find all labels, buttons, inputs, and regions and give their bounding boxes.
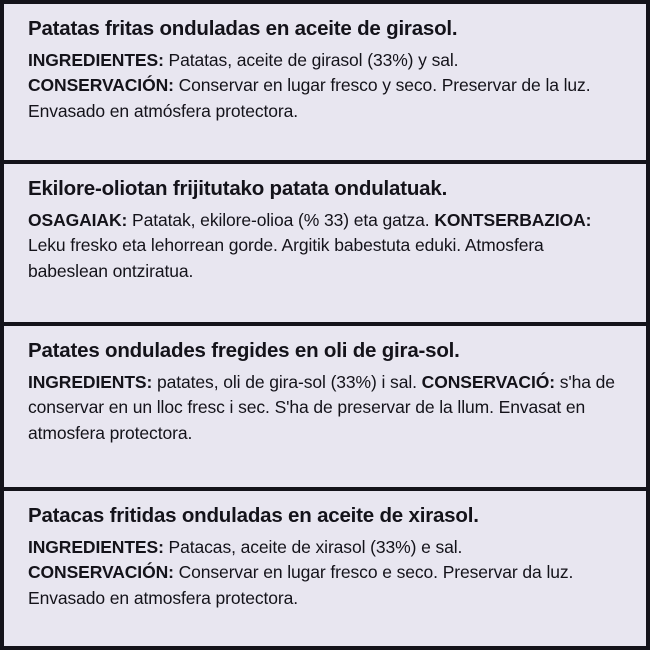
ingredients-heading: INGREDIENTES: <box>28 49 164 70</box>
ingredients-heading: OSAGAIAK: <box>28 209 128 230</box>
conservation-text: Conservar en lugar fresco e seco. Preservar da luz. Envasado en atmosfera protectora. <box>28 562 574 609</box>
conservation-heading: CONSERVACIÓN: <box>28 75 174 96</box>
conservation-text: Leku fresko eta lehorrean gorde. Argitik babestuta eduki. Atmosfera babeslean ontziratua. <box>28 235 544 282</box>
ingredients-text: Patacas, aceite de xirasol (33%) e sal. <box>163 536 463 557</box>
ingredients-text: patates, oli de gira-sol (33%) i sal. <box>152 371 422 392</box>
label-section-gl <box>4 491 646 646</box>
section-body <box>28 535 624 612</box>
ingredients-text: Patatas, aceite de girasol (33%) y sal. <box>163 49 459 70</box>
section-body <box>28 208 624 285</box>
conservation-text: Conservar en lugar fresco y seco. Preservar de la luz. Envasado en atmósfera protectora. <box>28 75 591 122</box>
ingredients-heading: INGREDIENTS: <box>28 371 153 392</box>
conservation-line <box>28 560 624 611</box>
ingredients-text: Patatak, ekilore-olioa (% 33) eta gatza. <box>127 209 435 230</box>
ingredients-heading: INGREDIENTES: <box>28 536 164 557</box>
section-title: Patacas fritidas onduladas en aceite de xirasol. <box>28 504 479 527</box>
conservation-line <box>28 73 624 124</box>
conservation-heading: CONSERVACIÓN: <box>28 562 174 583</box>
conservation-heading: KONTSERBAZIOA: <box>434 209 592 230</box>
conservation-heading: CONSERVACIÓ: <box>421 371 555 392</box>
section-title: Patates ondulades fregides en oli de gira-sol. <box>28 339 460 362</box>
label-section-ca <box>4 326 646 491</box>
conservation-text: s'ha de conservar en un lloc fresc i sec. S'ha de preservar de la llum. Envasat en atmosfera protectora. <box>28 371 615 444</box>
section-title: Ekilore-oliotan frijitutako patata ondulatuak. <box>28 177 448 200</box>
label-section-es <box>4 4 646 164</box>
section-body <box>28 48 624 125</box>
ingredients-line <box>28 535 624 561</box>
label-section-eu <box>4 164 646 326</box>
section-body <box>28 370 624 447</box>
ingredients-line <box>28 48 624 74</box>
section-title: Patatas fritas onduladas en aceite de girasol. <box>28 17 458 40</box>
